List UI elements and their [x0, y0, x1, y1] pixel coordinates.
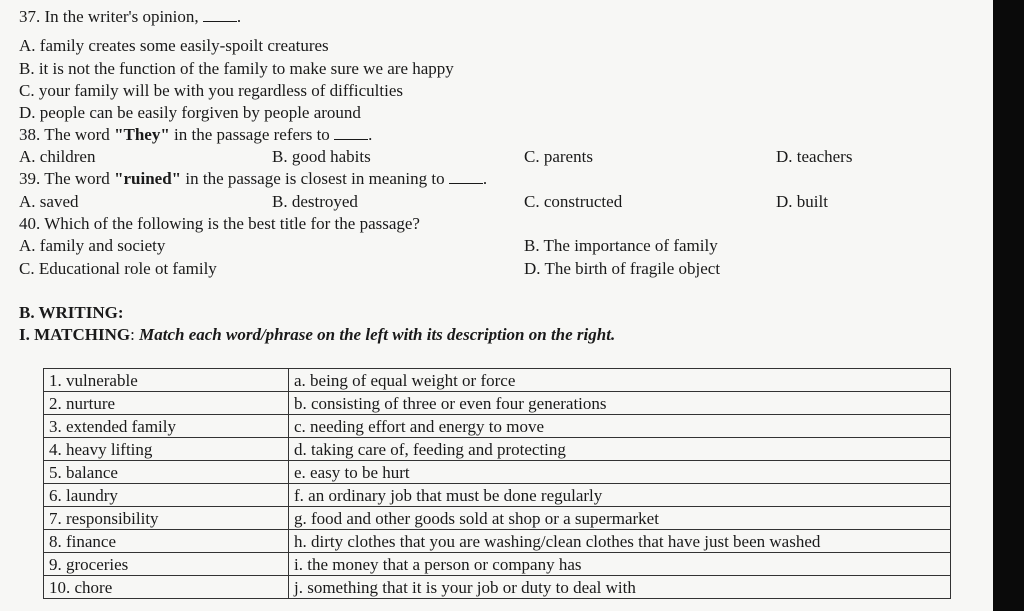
- matching-description-cell: j. something that it is your job or duty to deal with: [289, 576, 951, 599]
- matching-word-cell: 4. heavy lifting: [44, 438, 289, 461]
- q37-option-a: A. family creates some easily-spoilt creatures: [19, 36, 329, 55]
- table-row: [44, 530, 951, 553]
- question-39-stem: [19, 168, 487, 190]
- q39-option-d: D. built: [776, 192, 828, 211]
- q38-stem-suffix: .: [368, 125, 373, 144]
- table-row: [44, 484, 951, 507]
- matching-description-cell: e. easy to be hurt: [289, 461, 951, 484]
- matching-word-cell: 6. laundry: [44, 484, 289, 507]
- matching-description-cell: i. the money that a person or company has: [289, 553, 951, 576]
- matching-colon: :: [130, 325, 140, 344]
- matching-description-cell: g. food and other goods sold at shop or a supermarket: [289, 507, 951, 530]
- q40-option-b: B. The importance of family: [524, 236, 718, 255]
- q38-stem-prefix: 38. The word: [19, 125, 115, 144]
- q39-stem-mid: in the passage is closest in meaning to: [181, 169, 449, 188]
- matching-description-cell: a. being of equal weight or force: [289, 369, 951, 392]
- answer-blank: [334, 125, 368, 140]
- table-row: [44, 553, 951, 576]
- q38-option-d: D. teachers: [776, 147, 853, 166]
- matching-word-cell: 2. nurture: [44, 392, 289, 415]
- matching-description-cell: c. needing effort and energy to move: [289, 415, 951, 438]
- matching-description-cell: h. dirty clothes that you are washing/clean clothes that have just been washed: [289, 530, 951, 553]
- q39-option-b: B. destroyed: [272, 192, 358, 211]
- answer-blank: [203, 7, 237, 22]
- matching-word-cell: 8. finance: [44, 530, 289, 553]
- q38-option-a: A. children: [19, 147, 96, 166]
- matching-description-cell: f. an ordinary job that must be done regularly: [289, 484, 951, 507]
- question-38-stem: [19, 124, 372, 146]
- table-row: [44, 369, 951, 392]
- q39-option-a: A. saved: [19, 192, 79, 211]
- q37-option-d: D. people can be easily forgiven by people around: [19, 103, 361, 122]
- q38-keyword: "They": [114, 125, 170, 144]
- q39-stem-suffix: .: [482, 169, 488, 188]
- q39-keyword: "ruined": [114, 169, 182, 188]
- q38-option-b: B. good habits: [272, 147, 371, 166]
- q39-option-c: C. constructed: [524, 192, 623, 211]
- answer-blank: [449, 169, 483, 184]
- matching-word-cell: 10. chore: [44, 576, 289, 599]
- table-row: [44, 415, 951, 438]
- matching-word-cell: 3. extended family: [44, 415, 289, 438]
- dark-edge-bar: [993, 0, 1024, 611]
- q38-option-c: C. parents: [524, 147, 593, 166]
- question-40-stem: 40. Which of the following is the best title for the passage?: [19, 214, 420, 233]
- q37-option-c: C. your family will be with you regardless of difficulties: [19, 81, 404, 100]
- q37-stem-suffix: .: [236, 7, 242, 26]
- matching-heading-line: [19, 324, 615, 346]
- table-row: [44, 576, 951, 599]
- table-row: [44, 507, 951, 530]
- matching-word-cell: 5. balance: [44, 461, 289, 484]
- matching-table: [43, 368, 951, 599]
- q40-option-c: C. Educational role ot family: [19, 259, 217, 278]
- q38-stem-mid: in the passage refers to: [169, 125, 335, 144]
- matching-word-cell: 9. groceries: [44, 553, 289, 576]
- matching-heading: I. MATCHING: [19, 325, 131, 344]
- q37-option-b: B. it is not the function of the family to make sure we are happy: [19, 59, 454, 78]
- section-b-title: B. WRITING:: [19, 303, 124, 322]
- q40-option-a: A. family and society: [19, 236, 166, 255]
- q40-option-d: D. The birth of fragile object: [524, 259, 721, 278]
- table-row: [44, 438, 951, 461]
- matching-word-cell: 7. responsibility: [44, 507, 289, 530]
- matching-description-cell: d. taking care of, feeding and protecting: [289, 438, 951, 461]
- q39-stem-prefix: 39. The word: [19, 169, 115, 188]
- question-37-stem: [19, 6, 241, 28]
- q37-stem-prefix: 37. In the writer's opinion,: [19, 7, 203, 26]
- matching-word-cell: 1. vulnerable: [44, 369, 289, 392]
- matching-description-cell: b. consisting of three or even four generations: [289, 392, 951, 415]
- table-row: [44, 392, 951, 415]
- matching-instruction: Match each word/phrase on the left with its description on the right.: [139, 325, 616, 344]
- table-row: [44, 461, 951, 484]
